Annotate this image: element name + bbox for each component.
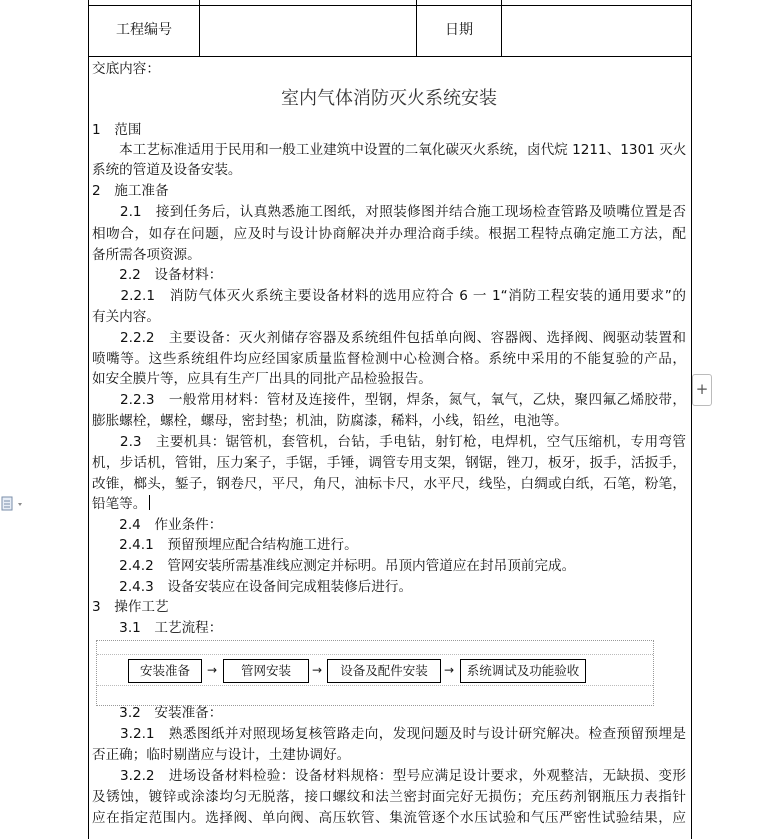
date-label: 日期 — [445, 22, 473, 38]
text-line: 喷嘴等。这些系统组件均应经国家质量监督检测中心检测合格。系统中采用的不能复验的产品， — [92, 351, 686, 367]
intro-label: 交底内容： — [92, 61, 160, 77]
text-line: 改锥，榔头，錾子，钢卷尺，平尺，角尺，油标卡尺，水平尺，线坠，白绸或白纸，石笔，粉笔， — [92, 476, 686, 492]
flow-arrow: → — [444, 663, 455, 677]
text-line: 3.2.2 进场设备材料检验：设备材料规格：型号应满足设计要求，外观整洁，无缺损、变形 — [92, 768, 686, 784]
text-line: 膨胀螺栓，螺栓，螺母，密封垫；机油，防腐漆，稀料，小线，铅丝，电池等。 — [92, 413, 568, 429]
section-heading: 3 操作工艺 — [92, 599, 169, 615]
text-line-with-cursor — [92, 494, 686, 514]
text-line: 系统的管道及设备安装。 — [92, 162, 242, 178]
flow-arrow: → — [312, 663, 323, 677]
text-line: 2.4.3 设备安装应在设备间完成粗装修后进行。 — [92, 579, 413, 595]
page-title: 室内气体消防灭火系统安装 — [281, 88, 497, 109]
text-line: 备所需各项资源。 — [92, 247, 201, 263]
flow-step-prep: 安装准备 — [128, 659, 202, 683]
text-line: 2.4 作业条件： — [92, 517, 223, 533]
text-line: 如安全膜片等，应具有生产厂出具的同批产品检验报告。 — [92, 371, 432, 387]
date-value[interactable] — [502, 5, 691, 56]
add-icon[interactable]: + — [692, 374, 712, 406]
text-line: 3.2 安装准备： — [92, 705, 223, 721]
text-line: 2.3 主要机具：锯管机，套管机，台钻，手电钻，射钉枪，电焊机，空气压缩机，专用弯管 — [92, 434, 686, 450]
text-line: 铅笔等。 — [92, 496, 147, 512]
text-line: 2.2.2 主要设备：灭火剂储存容器及系统组件包括单向阀、容器阀、选择阀、阀驱动装置和 — [92, 330, 686, 346]
text-line: 否正确；临时剔凿应与设计，土建协调好。 — [92, 747, 351, 763]
flow-arrow: → — [207, 663, 218, 677]
text-line: 3.2.1 熟悉图纸并对照现场复核管路走向，发现问题及时与设计研究解决。检查预留预埋是 — [92, 726, 686, 742]
text-line: 2.4.1 预留预埋应配合结构施工进行。 — [92, 537, 358, 553]
flow-step-pipe: 管网安装 — [223, 659, 309, 683]
text-line: 2.2.1 消防气体灭火系统主要设备材料的选用应符合 6 一 1“消防工程安装的通用要求”的 — [92, 288, 686, 304]
flow-step-equipment: 设备及配件安装 — [327, 659, 441, 683]
text-line: 相吻合，如存在问题，应及时与设计协商解决并办理洽商手续。根据工程特点确定施工方法，配 — [92, 226, 686, 242]
process-flow-diagram — [96, 640, 654, 706]
text-line: 机，步话机，管钳，压力案子，手锯，手锤，调管专用支架，钢锯，锉刀，板牙，扳手，活扳手， — [92, 455, 686, 471]
text-line: 3.1 工艺流程： — [92, 620, 223, 636]
text-line: 2.2.3 一般常用材料：管材及连接件，型钢，焊条，氮气，氧气，乙炔，聚四氟乙烯胶带， — [92, 392, 686, 408]
chevron-down-icon — [18, 503, 22, 506]
project-no-value[interactable] — [200, 5, 416, 56]
document-page — [88, 0, 692, 839]
text-cursor — [149, 495, 150, 510]
text-line: 2.2 设备材料： — [92, 267, 223, 283]
text-line: 2.1 接到任务后，认真熟悉施工图纸，对照装修图并结合施工现场检查管路及喷嘴位置是否 — [92, 204, 686, 220]
flow-step-commissioning: 系统调试及功能验收 — [460, 659, 586, 683]
header-table — [89, 0, 691, 56]
project-no-label: 工程编号 — [116, 22, 172, 38]
document-icon — [1, 496, 27, 512]
section-heading: 1 范围 — [92, 122, 142, 138]
text-line: 2.4.2 管网安装所需基准线应测定并标明。吊顶内管道应在封吊顶前完成。 — [92, 558, 576, 574]
text-line: 及锈蚀，镀锌或涂漆均匀无脱落，接口螺纹和法兰密封面完好无损伤；充压药剂钢瓶压力表指针 — [92, 789, 686, 805]
text-line: 本工艺标准适用于民用和一般工业建筑中设置的二氧化碳灭火系统，卤代烷 1211、1301 灭火 — [92, 142, 687, 158]
text-line: 有关内容。 — [92, 309, 160, 325]
document-menu-icon[interactable] — [1, 496, 27, 512]
text-line: 应在指定范围内。选择阀、单向阀、高压软管、集流管逐个水压试验和气压严密性试验结果，应 — [92, 810, 686, 826]
section-heading: 2 施工准备 — [92, 183, 169, 199]
